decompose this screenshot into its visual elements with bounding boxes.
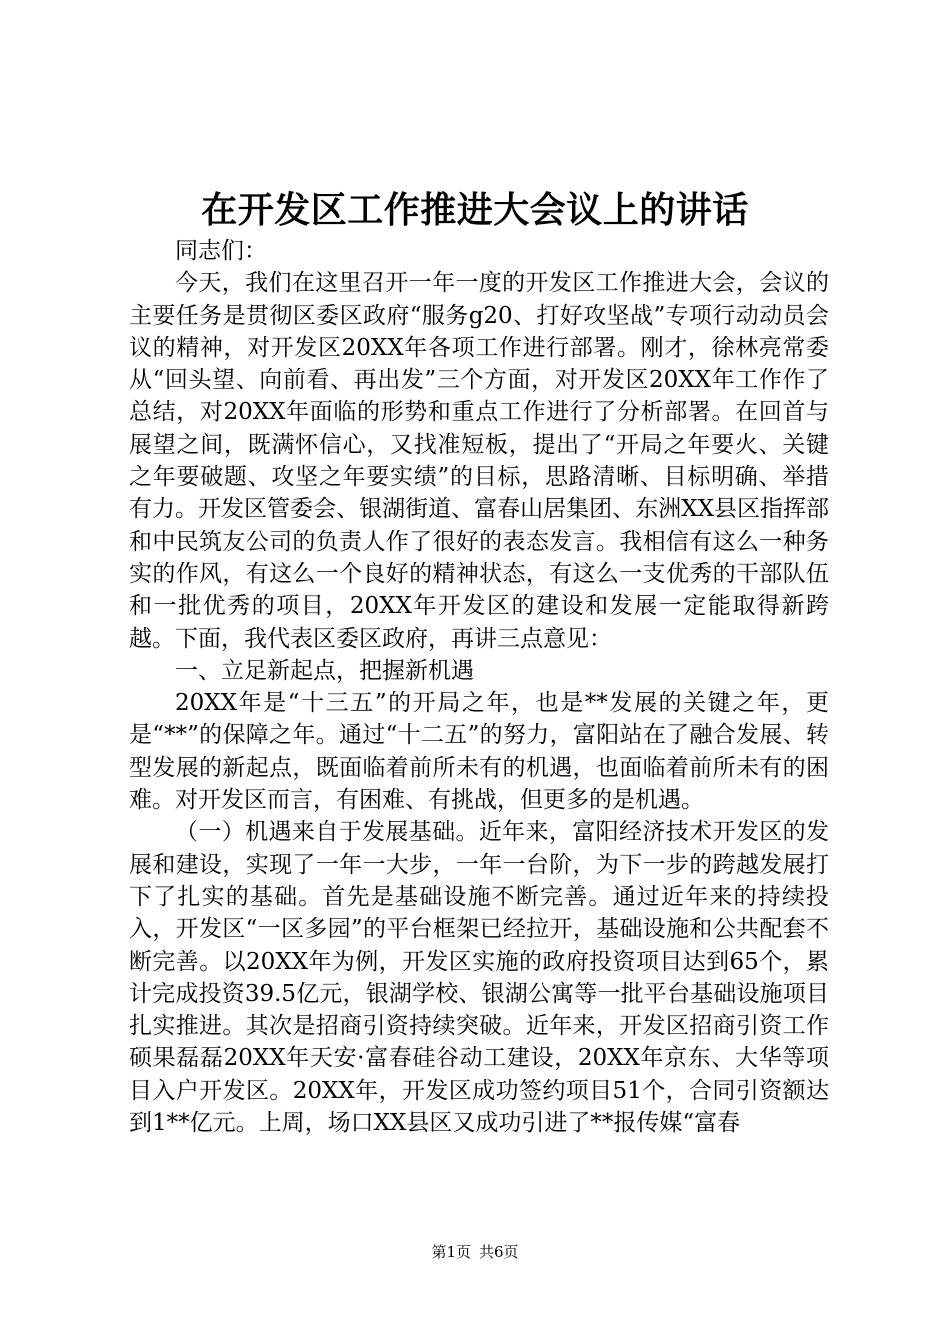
- subsection-paragraph: （一）机遇来自于发展基础。近年来，富阳经济技术开发区的发展和建设，实现了一年一大步，一年一台阶，为下一步的跨越发展打下了扎实的基础。首先是基础设施不断完善。通过近年来的持续投入，开发区“一区多园”的平台框架已经拉开，基础设施和公共配套不断完善。以20XX年为例，开发区实施的政府投资项目达到65个，累计完成投资39.5亿元，银湖学校、银湖公寓等一批平台基础设施项目扎实推进。其次是招商引资持续突破。近年来，开发区招商引资工作硕果磊磊20XX年天安·富春硅谷动工建设，20XX年京东、大华等项目入户开发区。20XX年，开发区成功签约项目51个，合同引资额达到1**亿元。上周，场口XX县区又成功引进了**报传媒“富春: [129, 819, 829, 1137]
- document-body: [129, 235, 829, 1139]
- document-title: 在开发区工作推进大会议上的讲话: [201, 189, 749, 231]
- page-total: 共6页: [479, 1243, 519, 1261]
- intro-paragraph: 今天，我们在这里召开一年一度的开发区工作推进大会，会议的主要任务是贯彻区委区政府“服务g20、打好攻坚战”专项行动动员会议的精神，对开发区20XX年各项工作进行部署。刚才，徐林亮常委从“回头望、向前看、再出发”三个方面，对开发区20XX年工作作了总结，对20XX年面临的形势和重点工作进行了分析部署。在回首与展望之间，既满怀信心，又找准短板，提出了“开局之年要火、关键之年要破题、攻坚之年要实绩”的目标，思路清晰、目标明确、举措有力。开发区管委会、银湖街道、富春山居集团、东洲XX县区指挥部和中民筑友公司的负责人作了很好的表态发言。我相信有这么一种务实的作风，有这么一个良好的精神状态，有这么一支优秀的干部队伍和一批优秀的项目，20XX年开发区的建设和发展一定能取得新跨越。下面，我代表区委区政府，再讲三点意见：: [129, 270, 829, 652]
- section-heading: 一、立足新起点，把握新机遇: [175, 657, 474, 684]
- salutation-paragraph: 同志们：: [175, 238, 267, 264]
- section-paragraph: 20XX年是“十三五”的开局之年，也是**发展的关键之年，更是“**”的保障之年。通过“十二五”的努力，富阳站在了融合发展、转型发展的新起点，既面临着前所未有的机遇，也面临着前所未有的困难。对开发区而言，有困难、有挑战，但更多的是机遇。: [129, 690, 829, 814]
- page-number: 第1页: [431, 1243, 471, 1261]
- page-footer: [0, 1242, 950, 1262]
